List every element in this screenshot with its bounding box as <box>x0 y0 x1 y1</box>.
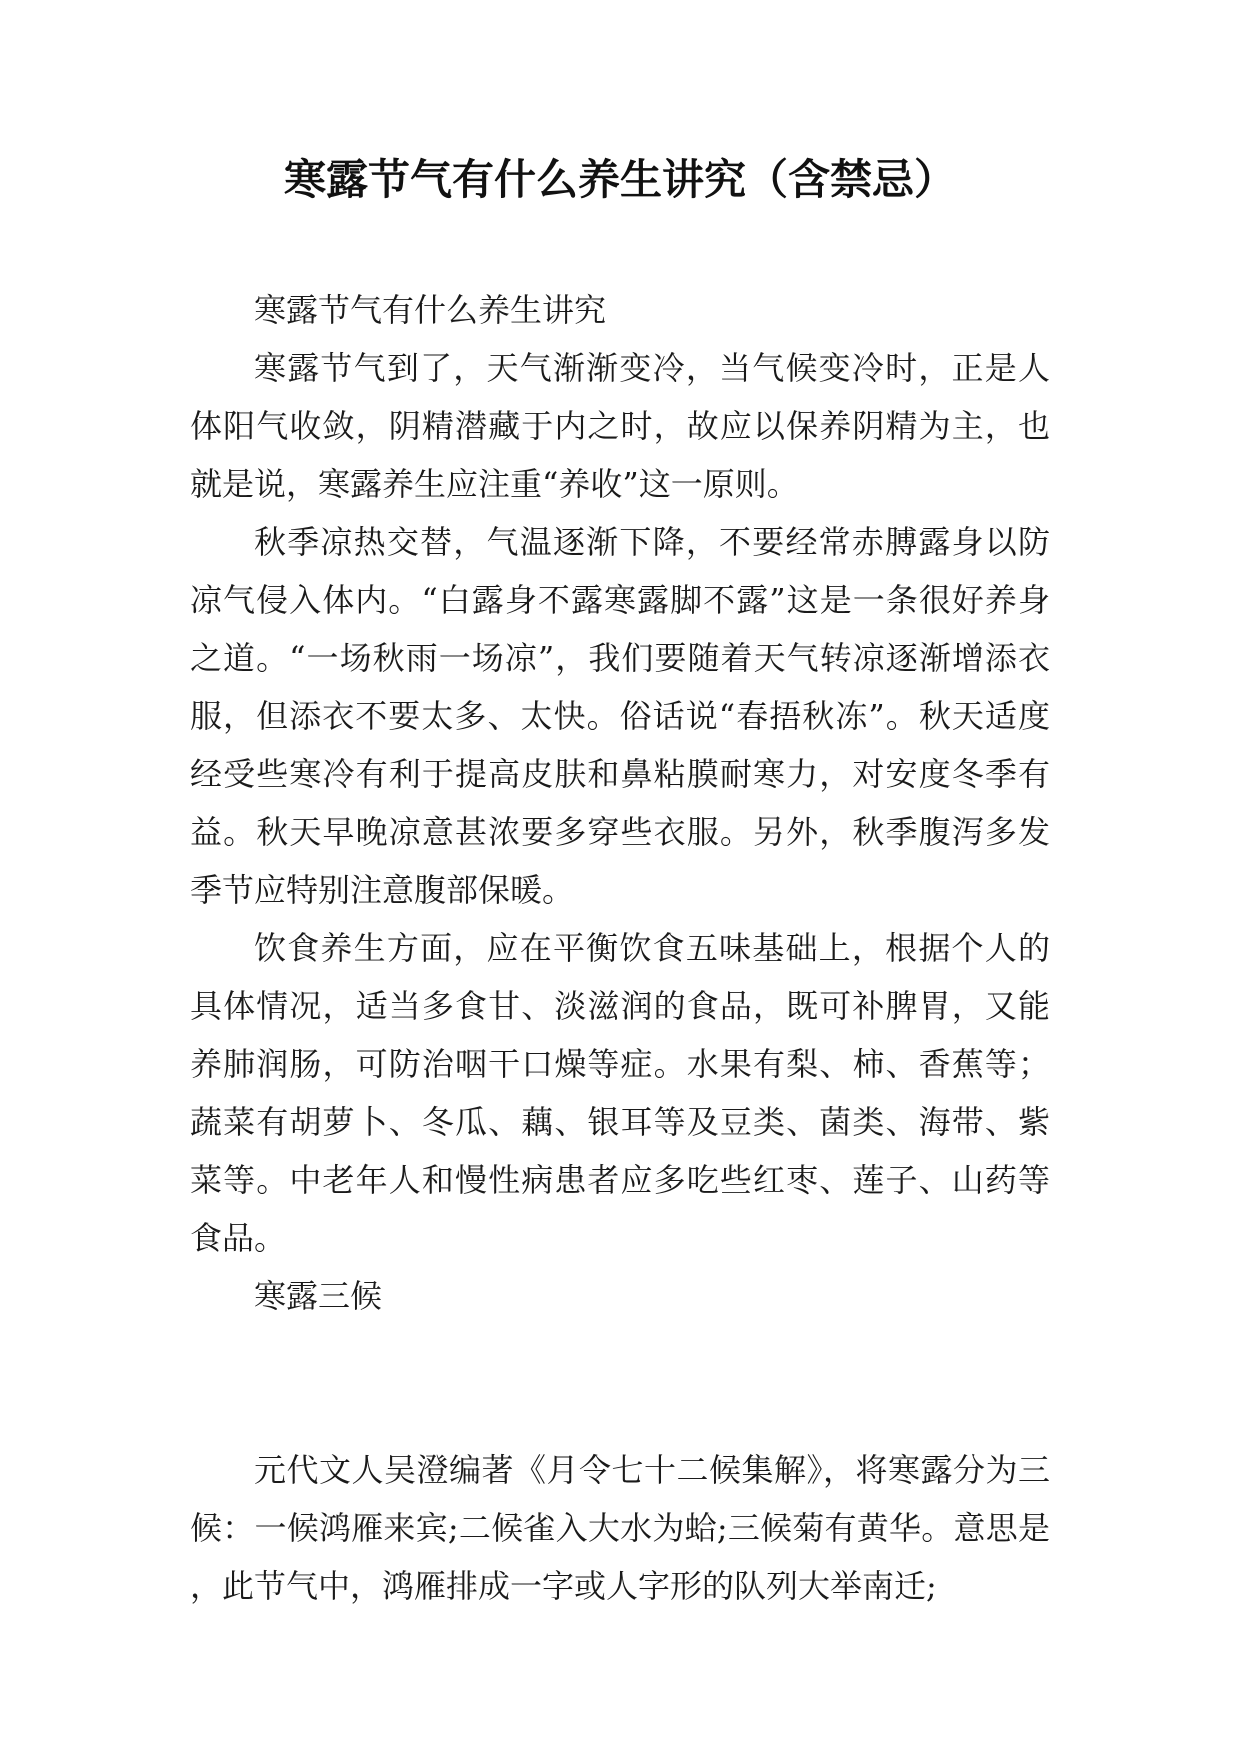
blank-gap <box>190 1325 1050 1441</box>
paragraph-diet: 饮食养生方面，应在平衡饮食五味基础上，根据个人的具体情况，适当多食甘、淡滋润的食品，既可补脾胃，又能养肺润肠，可防治咽干口燥等症。水果有梨、柿、香蕉等；蔬菜有胡萝卜、冬瓜、藕、银耳等及豆类、菌类、海带、紫菜等。中老年人和慢性病患者应多吃些红枣、莲子、山药等食品。 <box>190 929 1050 1257</box>
paragraph-clothing: 秋季凉热交替，气温逐渐下降，不要经常赤膊露身以防凉气侵入体内。“白露身不露寒露脚不露”这是一条很好养身之道。“一场秋雨一场凉”，我们要随着天气转凉逐渐增添衣服，但添衣不要太多、太快。俗话说“春捂秋冻”。秋天适度经受些寒冷有利于提高皮肤和鼻粘膜耐寒力，对安度冬季有益。秋天早晚凉意甚浓要多穿些衣服。另外，秋季腹泻多发季节应特别注意腹部保暖。 <box>190 523 1050 909</box>
section-heading-health: 寒露节气有什么养生讲究 <box>254 291 607 329</box>
section-heading-three-phases: 寒露三候 <box>254 1277 383 1315</box>
document-body <box>190 281 1050 1615</box>
paragraph-intro: 寒露节气到了，天气渐渐变冷，当气候变冷时，正是人体阳气收敛，阴精潜藏于内之时，故应以保养阴精为主，也就是说，寒露养生应注重“养收”这一原则。 <box>190 349 1050 503</box>
paragraph-three-phases: 元代文人吴澄编著《月令七十二候集解》，将寒露分为三候：一候鸿雁来宾;二候雀入大水为蛤;三候菊有黄华。意思是，此节气中，鸿雁排成一字或人字形的队列大举南迁; <box>190 1451 1050 1605</box>
document-title: 寒露节气有什么养生讲究（含禁忌） <box>283 155 956 204</box>
